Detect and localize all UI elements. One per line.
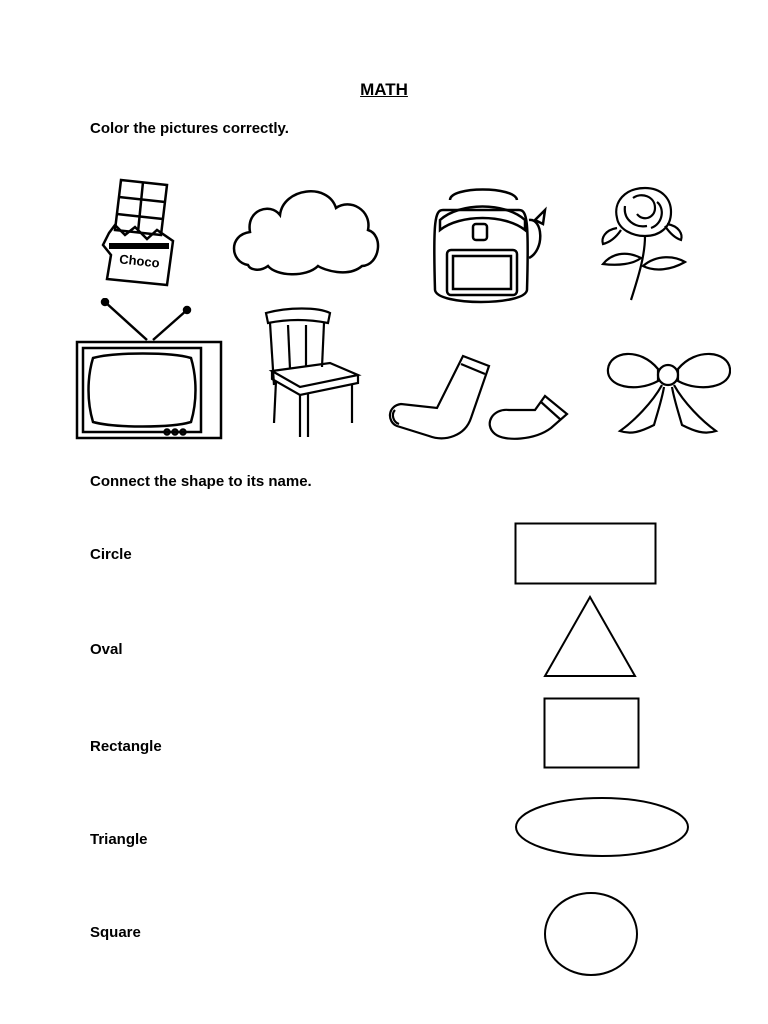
square-shape[interactable] xyxy=(543,697,641,769)
shape-name-square[interactable]: Square xyxy=(90,924,141,941)
chair-icon xyxy=(258,305,373,440)
backpack-icon xyxy=(425,180,550,312)
cloud-icon xyxy=(228,180,384,280)
shape-name-triangle[interactable]: Triangle xyxy=(90,831,148,848)
rectangle-shape[interactable] xyxy=(514,522,658,586)
connect-instruction: Connect the shape to its name. xyxy=(90,473,312,490)
socks-icon xyxy=(385,350,580,450)
oval-shape[interactable] xyxy=(513,795,691,859)
shape-name-circle[interactable]: Circle xyxy=(90,546,132,563)
television-icon xyxy=(75,298,225,440)
chocolate-bar-icon xyxy=(95,175,185,290)
bow-icon xyxy=(606,345,731,440)
circle-shape[interactable] xyxy=(542,890,640,978)
triangle-shape[interactable] xyxy=(542,595,638,679)
page-title: MATH xyxy=(360,80,408,99)
shape-name-oval[interactable]: Oval xyxy=(90,641,123,658)
rose-icon xyxy=(595,180,695,305)
chocolate-brand-label: Choco xyxy=(118,251,161,271)
shape-name-rectangle[interactable]: Rectangle xyxy=(90,738,162,755)
color-instruction: Color the pictures correctly. xyxy=(90,120,289,137)
